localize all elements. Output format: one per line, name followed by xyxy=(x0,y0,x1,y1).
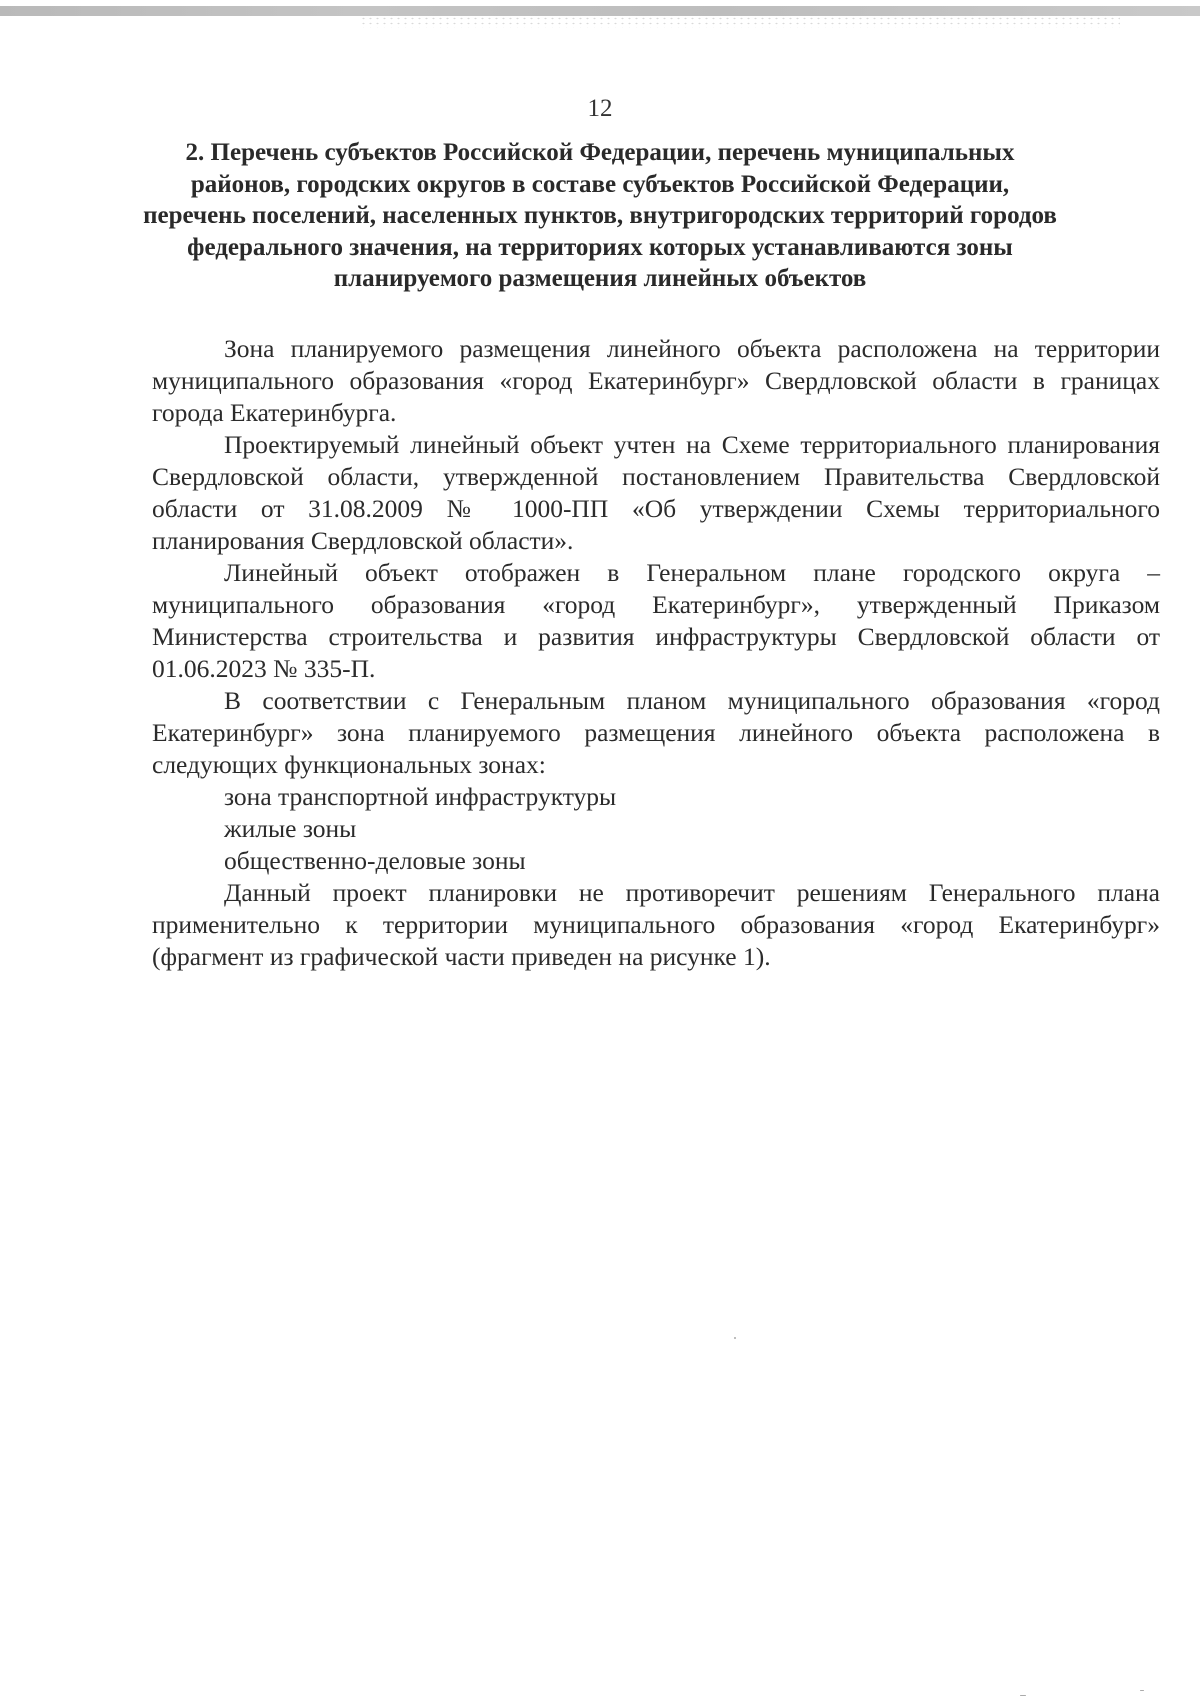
scan-top-edge xyxy=(0,6,1200,16)
paragraph-functional-zones: В соответствии с Генеральным планом муниципального образования «город Екатеринбург» зона планируемого размещения линейного объекта расположена в следующих функциональных зонах: xyxy=(152,686,1160,779)
page-number: 12 xyxy=(587,95,613,122)
paragraph-general-plan: Линейный объект отображен в Генеральном плане городского округа – муниципального образования «город Екатеринбург», утвержденный Приказом Министерства строительства и развития инфраструктуры Свердловской области от 01.06.2023 № 335-П. xyxy=(152,558,1160,683)
paragraph-zone-location: Зона планируемого размещения линейного объекта расположена на территории муниципального образования «город Екатеринбург» Свердловской области в границах города Екатеринбурга. xyxy=(152,334,1160,427)
section-heading: 2. Перечень субъектов Российской Федерации, перечень муниципальных районов, городских округов в составе субъектов Российской Федерации, перечень поселений, населенных пунктов, внутригородских территорий городов федерального значения, на территориях которых устанавливаются зоны планируемого размещения линейных объектов xyxy=(143,139,1057,292)
scan-speckle-noise xyxy=(360,16,1120,28)
paragraph-territorial-scheme: Проектируемый линейный объект учтен на Схеме территориального планирования Свердловской области, утвержденной постановлением Правительства Свердловской области от 31.08.2009 № 1000-ПП «Об утверждении Схемы территориального планирования Свердловской области». xyxy=(152,430,1160,555)
document-body xyxy=(152,333,1160,973)
zone-list-item-residential: жилые зоны xyxy=(224,814,357,843)
scan-dust-speck xyxy=(734,1337,736,1339)
scan-dust-speck xyxy=(1140,1690,1144,1691)
paragraph-conclusion: Данный проект планировки не противоречит решениям Генерального плана применительно к территории муниципального образования «город Екатеринбург» (фрагмент из графической части приведен на рисунке 1). xyxy=(152,878,1160,971)
zone-list-item-business: общественно-деловые зоны xyxy=(224,846,526,875)
zone-list-item-transport: зона транспортной инфраструктуры xyxy=(224,782,617,811)
scan-dust-speck xyxy=(1020,1695,1026,1696)
